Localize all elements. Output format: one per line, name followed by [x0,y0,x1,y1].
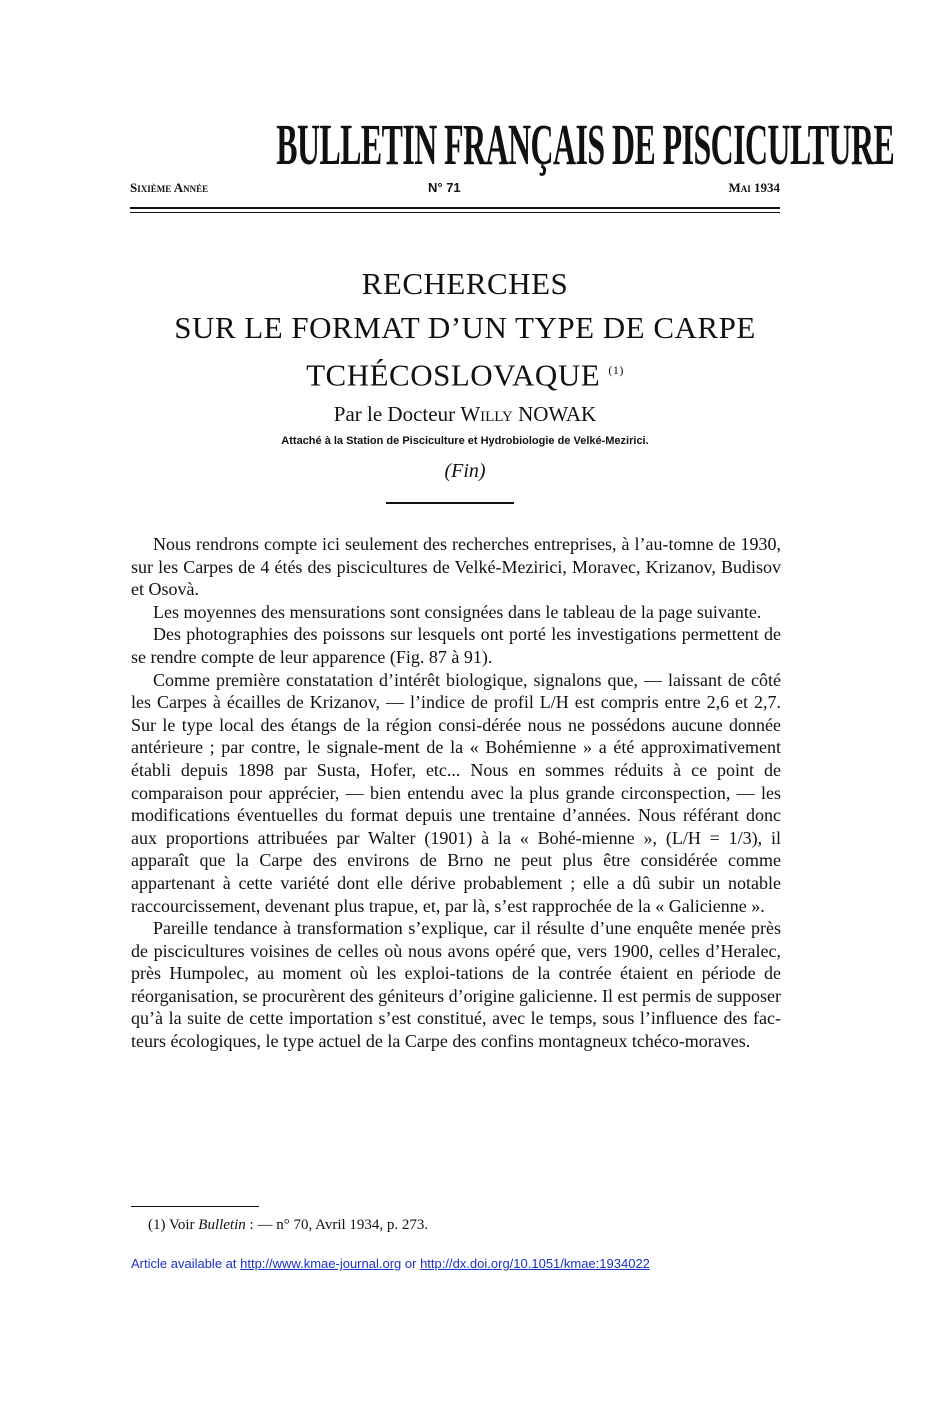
paragraph: Les moyennes des mensurations sont consignées dans le tableau de la page suivante. [153,601,762,622]
author-first-name: Willy [460,402,513,426]
journal-link[interactable]: http://www.kmae-journal.org [240,1256,402,1271]
availability-notice [131,1255,831,1273]
issue-date: Mai 1934 [728,180,780,195]
footnote-reference: : — n° 70, Avril 1934, p. 273. [249,1217,429,1233]
author-last-name: NOWAK [518,402,597,426]
issue-number: N° 71 [428,180,461,195]
author-line [100,401,830,427]
paragraph: Nous rendrons compte ici seulement des recherches entreprises, à l’au-tomne de 1930, sur les Carpes de 4 étés des piscicultures de Velké-Mezirici, Moravec, Krizanov, Budisov et Osovà. [131,534,781,600]
availability-prefix: Article available at [131,1256,237,1271]
header-rule-thick [130,207,780,209]
paragraph: Comme première constatation d’intérêt biologique, signalons que, — laissant de côté les Carpes à écailles de Krizanov, — l’indice de profil L/H est compris entre 2,6 et 2,7. Sur le type local des étangs de la région consi-dérée nous ne possédons aucune donnée antérieure ; par contre, le signale-ment de la « Bohémienne » a été approximativement établi depuis 1898 par Susta, Hofer, etc... Nous en sommes réduits à ce point de comparaison pour apprécier, — bien entendu avec la plus grande circonspection, — les modifications éventuelles du format depuis une trentaine d’années. Nous référant donc aux proportions attribuées par Walter (1901) à la « Bohé-mienne », (L/H = 1/3), il apparaît que la Carpe des environs de Brno ne peut plus être considérée comme appartenant à cette variété dont elle dérive probablement ; elle a dû subir un notable raccourcissement, devenant plus trapue, et, par là, s’est rapprochée de la « Galicienne ». [131,669,781,916]
journal-title: BULLETIN FRANÇAIS DE PISCICULTURE [276,112,895,177]
footnote-journal: Bulletin [198,1217,246,1233]
footnote-marker-text: (1) Voir [148,1217,195,1233]
availability-or: or [404,1256,417,1271]
article-body [131,533,781,1053]
footnote-marker[interactable]: (1) [608,363,624,377]
paragraph: Pareille tendance à transformation s’explique, car il résulte d’une enquête menée près de piscicultures voisines de celles où nous avons opéré que, vers 1900, celles d’Heralec, près Humpolec, au moment où les exploi-tations de la contrée étaient en période de réorganisation, se procurèrent des géniteurs d’origine galicienne. Il est permis de supposer qu’à la suite de cette importation s’est constitué, avec le temps, sous l’influence des fac-teurs écologiques, le type actuel de la Carpe des confins montagneux tchéco-moraves. [131,918,781,1052]
author-affiliation: Attaché à la Station de Pisciculture et Hydrobiologie de Velké-Mezirici. [281,435,649,447]
year-label: Sixième Année [130,180,209,195]
footnote [148,1215,768,1235]
header-rule-thin [130,212,780,213]
doi-link[interactable]: http://dx.doi.org/10.1051/kmae:1934022 [420,1256,650,1271]
footnote-rule [131,1206,259,1207]
title-line3-text: TCHÉCOSLOVAQUE [306,357,601,393]
article-title-line2: SUR LE FORMAT D’UN TYPE DE CARPE [174,310,756,345]
article-title-line3 [100,352,830,393]
issue-line [130,180,780,202]
article-title-line1: RECHERCHES [361,266,569,301]
section-divider [386,502,514,504]
paragraph: Des photographies des poissons sur lesquels ont porté les investigations permettent de se rendre compte de leur apparence (Fig. 87 à 91). [131,624,781,667]
article-part: (Fin) [444,460,486,482]
author-prefix: Par le Docteur [333,402,456,426]
